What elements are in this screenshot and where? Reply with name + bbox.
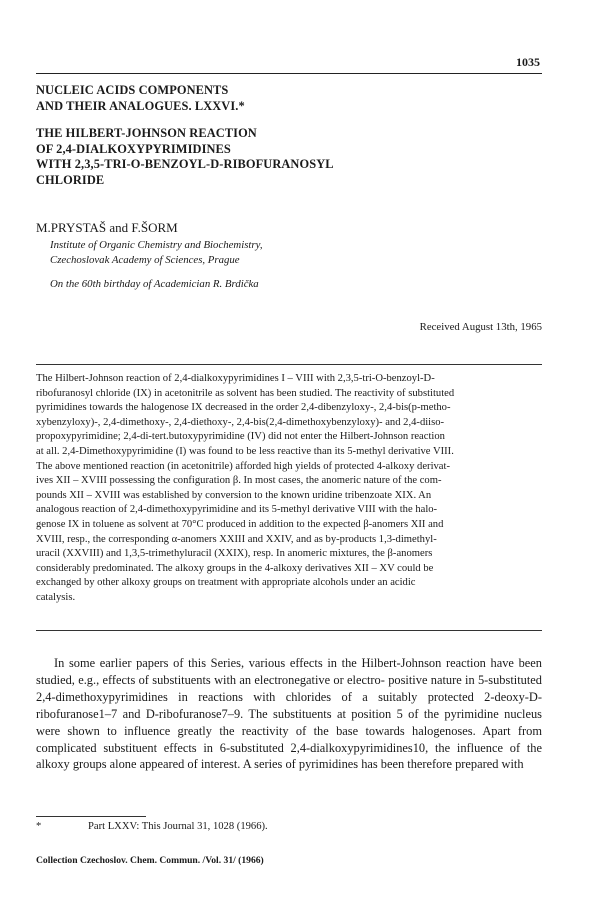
body-line: In some earlier papers of this Series, various effects in the Hilbert-Johnson reaction	[54, 656, 486, 670]
header-rule	[36, 73, 542, 74]
dedication: On the 60th birthday of Academician R. Brdička	[50, 278, 259, 290]
abstract-line: at all. 2,4-Dimethoxypyrimidine (I) was found to be less reactive than its 5-methyl derivative VIII.	[36, 445, 454, 457]
abstract-line: The Hilbert-Johnson reaction of 2,4-dialkoxypyrimidines I – VIII with 2,3,5-tri-O-benzoyl-D-	[36, 373, 435, 384]
abstract-line: exchanged by other alkoxy groups on treatment with appropriate alcohols under an acidic	[36, 577, 416, 589]
abstract-line: catalysis.	[36, 591, 76, 603]
footnote-rule	[36, 816, 146, 817]
abstract-top-rule	[36, 364, 542, 365]
title-line: WITH 2,3,5-TRI-O-BENZOYL-D-RIBOFURANOSYL	[36, 157, 334, 172]
body-line: effects in 6-substituted 2,4-dialkoxypyrimidines10, the influence of the alkoxy groups	[36, 740, 542, 772]
body-text	[36, 655, 542, 773]
abstract	[36, 372, 542, 606]
abstract-line: analogous reaction of 2,4-dimethoxypyrimidine and its 5-methyl derivative VIII with the halo-	[36, 504, 438, 516]
footnote	[36, 821, 268, 832]
body-line: the reactivity of the base towards halogenoses. Apart from complicated substituent	[36, 723, 542, 755]
affiliation-line: Czechoslovak Academy of Sciences, Prague	[50, 253, 240, 266]
abstract-line: pounds XII – XVIII was established by conversion to the known uridine tribenzoate XIX. An	[36, 489, 432, 501]
abstract-line: pyrimidines towards the halogenose IX decreased in the order 2,4-dibenzyloxy-, 2,4-bis(p-metho-	[36, 402, 451, 414]
body-line: of a suitably protected 2-deoxy-D-ribofuranose1–7 and D-ribofuranose7–9. The	[36, 689, 542, 721]
abstract-line: The above mentioned reaction (in acetonitrile) afforded high yields of protected 4-alkoxy derivat-	[36, 460, 450, 472]
title-line: NUCLEIC ACIDS COMPONENTS	[36, 83, 229, 97]
title-line: AND THEIR ANALOGUES. LXXVI.*	[36, 98, 245, 113]
affiliation	[50, 238, 450, 267]
body-line: positive nature in 5-substituted 2,4-dimethoxypyrimidines in reactions with chlorides	[36, 672, 542, 704]
abstract-line: uracil (XXVIII) and 1,3,5-trimethyluracil (XXIX), resp. In anomeric mixtures, the β-anomers	[36, 548, 433, 560]
body-line: substituents at position 5 of the pyrimidine nucleus were shown to influence greatly	[36, 706, 542, 738]
abstract-line: propoxypyrimidine; 2,4-di-tert.butoxypyrimidine (IV) did not enter the Hilbert-Johnson reaction	[36, 431, 445, 443]
abstract-bottom-rule	[36, 630, 542, 631]
author-line: M.PRYSTAŠ and F.ŠORM	[36, 220, 178, 235]
abstract-line: xybenzyloxy)-, 2,4-dimethoxy-, 2,4-diethoxy-, 2,4-bis(2,4-dimethoxybenzyloxy)- and 2,4-diiso-	[36, 416, 445, 428]
page-number: 1035	[516, 55, 540, 69]
footnote-text: Part LXXV: This Journal 31, 1028 (1966).	[88, 821, 268, 832]
title-line: CHLORIDE	[36, 172, 105, 187]
affiliation-line: Institute of Organic Chemistry and Biochemistry,	[50, 239, 263, 251]
title-line: THE HILBERT-JOHNSON REACTION	[36, 126, 257, 141]
abstract-line: considerably predominated. The alkoxy groups in the 4-alkoxy derivatives XII – XV could be	[36, 562, 434, 574]
body-line: alone appeared of interest. A series of pyrimidines has been therefore prepared with	[109, 757, 524, 772]
abstract-line: ives XII – XVIII possessing the configuration β. In most cases, the anomeric nature of the com-	[36, 475, 442, 487]
title-line: OF 2,4-DIALKOXYPYRIMIDINES	[36, 141, 231, 156]
abstract-line: ribofuranosyl chloride (IX) in acetonitrile as solvent has been studied. The reactivity of substituted	[36, 387, 455, 399]
footnote-marker: *	[36, 821, 42, 832]
article-title	[36, 83, 536, 189]
abstract-line: XVIII, resp., the corresponding α-anomers XXIII and XXIV, and as by-products 1,3-dimethyl-	[36, 533, 437, 545]
body-line: have been studied, e.g., effects of substituents with an electronegative or electro-	[36, 656, 542, 687]
journal-citation: Collection Czechoslov. Chem. Commun. /Vol. 31/ (1966)	[36, 855, 264, 866]
received-date: Received August 13th, 1965	[419, 321, 542, 333]
abstract-line: genose IX in toluene as solvent at 70°C produced in addition to the expected β-anomers XII and	[36, 518, 444, 530]
